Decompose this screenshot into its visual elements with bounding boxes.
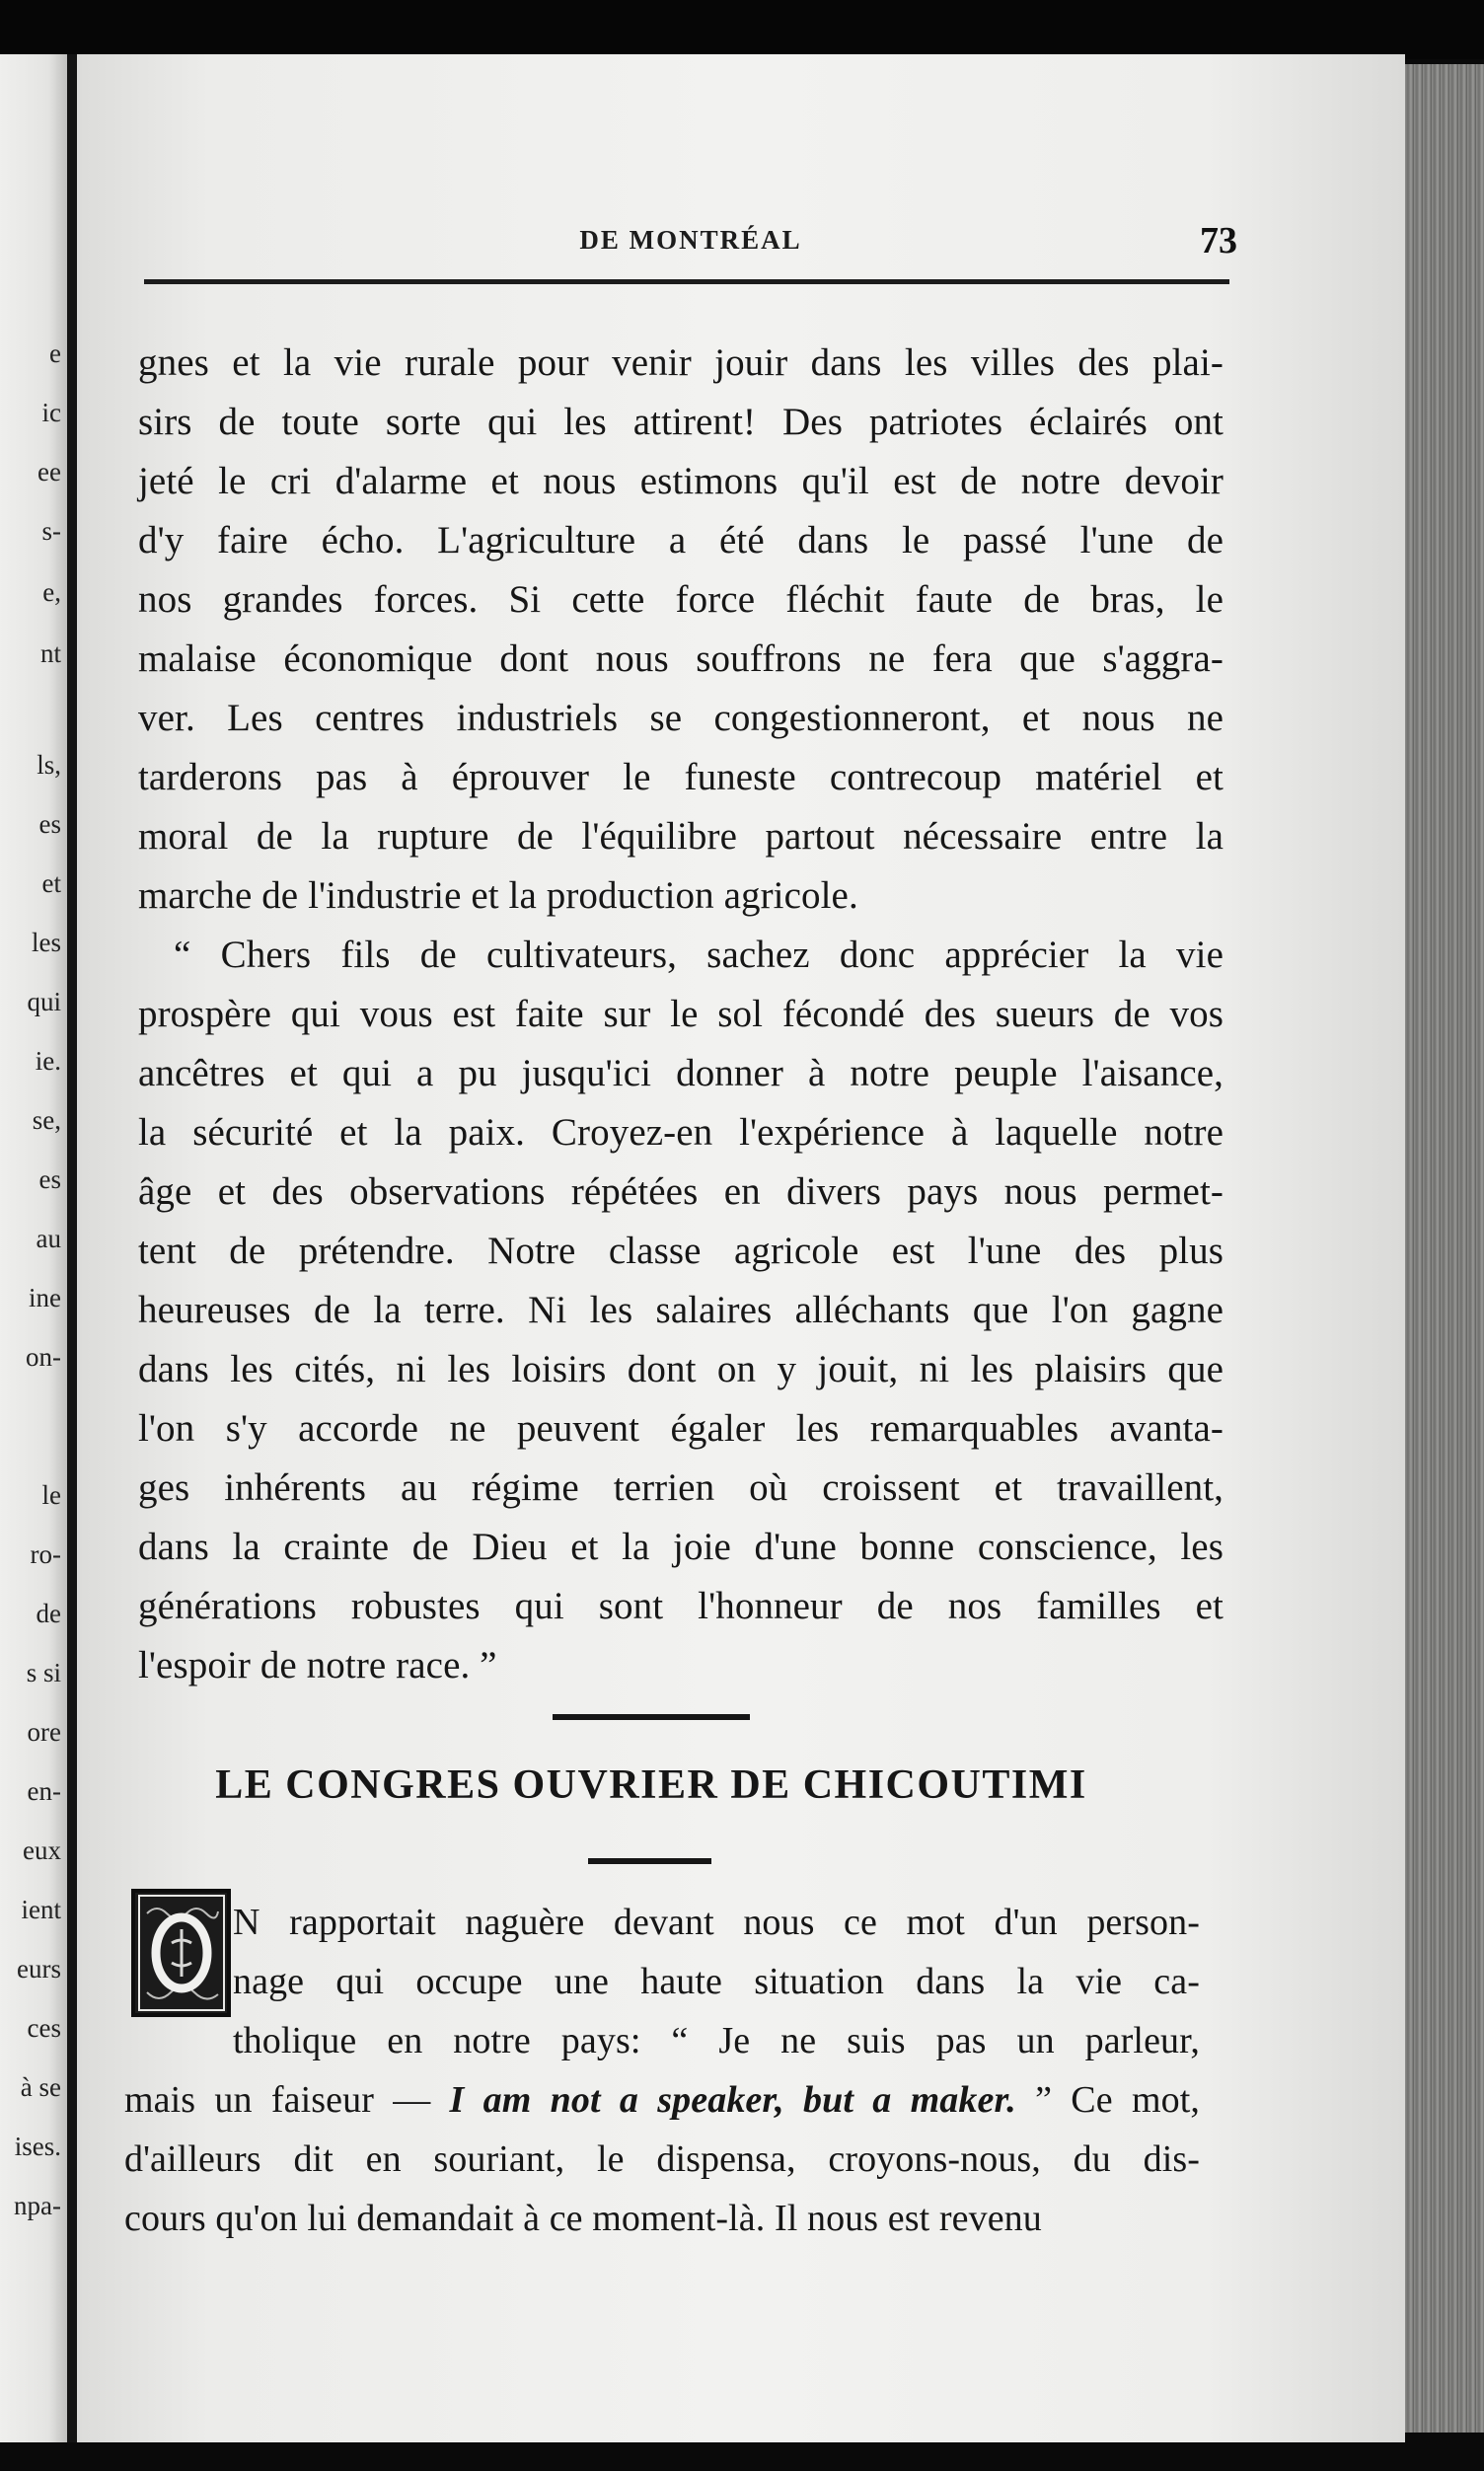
text-line: nos grandes forces. Si cette force fléchit faute de bras, le xyxy=(138,578,1224,621)
previous-page-fragment: ee xyxy=(37,457,61,487)
previous-page-fragment: npa- xyxy=(14,2191,61,2220)
previous-page-fragment: e xyxy=(49,338,61,368)
text-line: tarderons pas à éprouver le funeste contrecoup matériel et xyxy=(138,756,1224,798)
previous-page-fragment: ine xyxy=(29,1283,61,1312)
text-line: âge et des observations répétées en divers pays nous permet- xyxy=(138,1170,1224,1213)
previous-page-fragment: ls, xyxy=(37,750,61,780)
text-line: l'espoir de notre race. ” xyxy=(138,1644,497,1686)
previous-page-fragment: les xyxy=(32,928,61,957)
previous-page-fragment: le xyxy=(41,1480,61,1510)
running-head: DE MONTRÉAL xyxy=(579,225,802,255)
previous-page-fragment: es xyxy=(38,1164,61,1194)
text-line: tholique en notre pays: “ Je ne suis pas un parleur, xyxy=(233,2020,1200,2061)
previous-page-fragment: et xyxy=(41,868,61,898)
scan-border-top xyxy=(0,0,1484,59)
paragraph-congres xyxy=(124,1893,1200,2248)
previous-page-fragment: ic xyxy=(41,398,61,427)
previous-page-fragment: ises. xyxy=(14,2132,61,2161)
previous-page-fragment: en- xyxy=(27,1776,61,1806)
text-line: jeté le cri d'alarme et nous estimons qu'il est de notre devoir xyxy=(138,460,1224,502)
text-line: ver. Les centres industriels se congestionneront, et nous ne xyxy=(138,697,1224,739)
text-line: marche de l'industrie et la production agricole. xyxy=(138,874,858,917)
previous-page-fragment: ro- xyxy=(30,1539,61,1569)
previous-page-edge xyxy=(0,54,69,2442)
previous-page-fragment: eux xyxy=(23,1835,61,1865)
section-rule-top xyxy=(553,1714,750,1720)
text-line: sirs de toute sorte qui les attirent! Des patriotes éclairés ont xyxy=(138,401,1224,443)
text-line: ancêtres et qui a pu jusqu'ici donner à notre peuple l'aisance, xyxy=(138,1052,1224,1094)
text-line: d'ailleurs dit en souriant, le dispensa, croyons-nous, du dis- xyxy=(124,2138,1200,2180)
text-line: dans les cités, ni les loisirs dont on y jouit, ni les plaisirs que xyxy=(138,1348,1224,1390)
previous-page-fragment: ore xyxy=(27,1717,61,1747)
italic-quote: I am not a speaker, but a maker. xyxy=(449,2079,1016,2121)
previous-page-fragment: eurs xyxy=(17,1954,61,1984)
previous-page-fragment: ces xyxy=(27,2013,61,2043)
page-stack-edge xyxy=(1405,64,1484,2433)
text-line: moral de la rupture de l'équilibre partout nécessaire entre la xyxy=(138,815,1224,858)
page-number: 73 xyxy=(1200,220,1237,262)
text-line: N rapportait naguère devant nous ce mot d'un person- xyxy=(233,1902,1200,1943)
previous-page-fragment: s- xyxy=(41,516,61,546)
section-title: LE CONGRES OUVRIER DE CHICOUTIMI xyxy=(215,1762,1087,1808)
page-header xyxy=(144,219,1237,268)
previous-page-fragment: qui xyxy=(27,987,61,1016)
previous-page-fragment: ie. xyxy=(35,1046,61,1076)
text-span: mais un faiseur — xyxy=(124,2079,450,2121)
text-line: prospère qui vous est faite sur le sol fécondé des sueurs de vos xyxy=(138,993,1224,1035)
previous-page-fragment: nt xyxy=(39,638,61,668)
text-line: heureuses de la terre. Ni les salaires alléchants que l'on gagne xyxy=(138,1289,1224,1331)
previous-page-fragment: à se xyxy=(20,2072,61,2102)
text-line: l'on s'y accorde ne peuvent égaler les remarquables avanta- xyxy=(138,1407,1224,1450)
previous-page-fragment: de xyxy=(36,1599,61,1628)
text-line: générations robustes qui sont l'honneur de nos familles et xyxy=(138,1585,1224,1627)
text-line: dans la crainte de Dieu et la joie d'une bonne conscience, les xyxy=(138,1526,1224,1568)
text-line xyxy=(124,2070,1200,2130)
text-line: d'y faire écho. L'agriculture a été dans le passé l'une de xyxy=(138,519,1224,562)
previous-page-fragment: e, xyxy=(42,577,61,607)
text-line: ges inhérents au régime terrien où croissent et travaillent, xyxy=(138,1466,1224,1509)
header-rule xyxy=(144,279,1229,284)
previous-page-fragment: on- xyxy=(26,1342,61,1372)
text-line: nage qui occupe une haute situation dans la vie ca- xyxy=(233,1961,1200,2002)
body-text xyxy=(138,334,1224,1695)
text-line: cours qu'on lui demandait à ce moment-là. Il nous est revenu xyxy=(124,2198,1042,2239)
previous-page-fragment: se, xyxy=(32,1105,61,1135)
text-line: la sécurité et la paix. Croyez-en l'expérience à laquelle notre xyxy=(138,1111,1224,1154)
previous-page-fragment: ient xyxy=(21,1895,61,1924)
previous-page-fragment: es xyxy=(38,809,61,839)
previous-page-fragment: au xyxy=(36,1224,61,1253)
text-span: ” Ce mot, xyxy=(1015,2079,1200,2121)
previous-page-fragment: s si xyxy=(26,1658,61,1687)
text-line: gnes et la vie rurale pour venir jouir dans les villes des plai- xyxy=(138,341,1224,384)
text-line: malaise économique dont nous souffrons ne fera que s'aggra- xyxy=(138,637,1224,680)
text-line: tent de prétendre. Notre classe agricole est l'une des plus xyxy=(138,1230,1224,1272)
section-rule-bottom xyxy=(588,1858,711,1864)
text-line: “ Chers fils de cultivateurs, sachez donc apprécier la vie xyxy=(174,934,1224,976)
